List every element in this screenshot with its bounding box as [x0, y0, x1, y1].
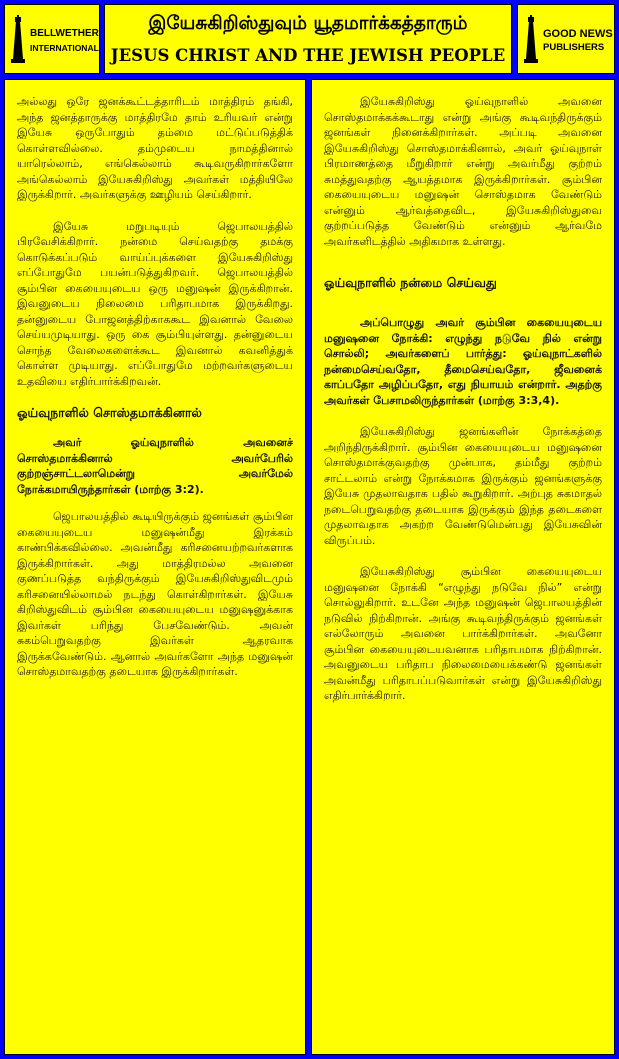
paragraph: இயேசுகிறிஸ்து ஓய்வுநாளில் அவனை சொஸ்தமாக்கக்கூடாது என்று அங்கு கூடிவந்திருக்கும் ஜனங்கள் நினைக்கிறார்கள். அப்படி அவனை இயேசுகிறிஸ்து சொஸ்தமாக்கினால், அவர் ஓய்வுநாள் பிரமாணத்தை மீறுகிறார் என்று அவர்மீது குற்றம் சுமத்துவதற்கு ஆயத்தமாக இருக்கிறார்கள். சூம்பின கையையுடைய மனுஷன் சொஸ்தமாக வேண்டும் என்னும் ஆர்வத்தைவிட, இயேசுகிறிஸ்துவை குற்றப்படுத்த வேண்டும் என்னும் ஆர்வமே அவர்களிடத்தில் அதிகமாக உள்ளது.	[324, 95, 602, 248]
scripture-quote: அவர் ஓய்வுநாளில் அவனைச் சொஸ்தமாக்கினால் அவர்பேரில் குற்றஞ்சாட்டலாமென்று அவர்மேல் நோக்கமாயிருந்தார்கள் (மாற்கு 3:2).	[17, 436, 293, 496]
section-heading: ஓய்வுநாளில் சொஸ்தமாக்கினால்	[17, 405, 202, 420]
paragraph: இயேசுகிறிஸ்து சூம்பின கையையுடைய மனுஷனை நோக்கி “எழுந்து நடுவே நில்” என்று சொல்லுகிறார். உடனே அந்த மனுஷன் ஜெபாலயத்தின் நடுவில் நிற்கிறான். அங்கு கூடிவந்திருக்கும் ஜனங்கள் எல்லோரும் அவனை பார்க்கிறார்கள். அவனோ சூம்பின கையையுடையவனாக பரிதாபமாக நிற்கிறான். அவனுடைய பரிதாப நிலைமையைக்கண்டு ஜனங்கள் அவன்மீது பரிதாபப்படுவார்கள் என்று இயேசுகிறிஸ்து எதிர்பார்க்கிறார்.	[324, 565, 602, 702]
paragraph: இயேசுகிறிஸ்து ஜனங்களின் நோக்கத்தை அறிந்திருக்கிறார். சூம்பின கையையுடைய மனுஷனை சொஸ்தமாக்குவதற்கு முன்பாக, தம்மீது குற்றம் சாட்டலாம் என்று நோக்கமாக இருக்கும் ஜனங்களுக்கு இயேசு முதலாவதாக பதில் கூறுகிறார். அற்புத சுகமாதல் நடைபெறுவதற்கு தடையாக இருக்கும் இந்த தடைகளை முதலாவதாக அகற்ற வேண்டுமென்பது இயேசுவின் விருப்பம்.	[324, 425, 602, 547]
logo-line-1: BELLWETHER	[30, 28, 99, 39]
paragraph: ஜெபாலயத்தில் கூடியிருக்கும் ஜனங்கள் சூம்பின கையையுடைய மனுஷன்மீது இரக்கம் காண்பிக்கவில்லை. அவன்மீது கரிசனையற்றவர்களாக இருக்கிறார்கள். அது மாத்திரமல்ல அவனை குணப்படுத்த வந்திருக்கும் இயேசுகிறிஸ்துவிடமும் கரிசனையில்லாமல் நடந்து கொள்கிறார்கள். இயேசு கிறிஸ்துவிடம் சூம்பின கையையுடைய மனுஷனுக்காக இவர்கள் பரிந்து பேசவேண்டும். அவன் சுகம்பெறுவதற்கு இவர்கள் ஆதரவாக இருக்கவேண்டும். ஆனால் அவர்களோ அந்த மனுஷன் சொஸ்தமாவதற்கு தடையாக இருக்கிறார்கள்.	[17, 510, 293, 678]
left-column	[4, 79, 306, 1055]
goodnews-logo-box	[517, 4, 615, 74]
page-title-tamil: இயேசுகிறிஸ்துவும் யூதமார்க்கத்தாரும்	[148, 13, 468, 34]
logo-line-1: GOOD NEWS	[543, 28, 613, 40]
right-column	[311, 79, 615, 1055]
lighthouse-icon	[9, 15, 27, 65]
logo-line-2: PUBLISHERS	[543, 42, 605, 53]
bellwether-logo-box	[4, 4, 100, 74]
logo-line-2: INTERNATIONAL	[30, 43, 99, 53]
paragraph: அல்லது ஒரே ஜனக்கூட்டத்தாரிடம் மாத்திரம் தங்கி, அந்த ஜனத்தாருக்கு மாத்திரமே தாம் உரியவர் என்று இயேசு ஒருபோதும் தம்மை மட்டுப்படுத்திக் கொள்ளவில்லை. தம்முடைய நாமத்தினால் யாரெல்லாம், எங்கெல்லாம் கூடிவருகிறார்களோ அங்கெல்லாம் இயேசுகிறிஸ்து அவர்கள் மத்தியிலே இருக்கிறார். அவர்களுக்கு ஊழியம் செய்கிறார்.	[17, 95, 293, 201]
scripture-quote: அப்பொழுது அவர் சூம்பின கையையுடைய மனுஷனை நோக்கி: எழுந்து நடுவே நில் என்று சொல்லி; அவர்களைப் பார்த்து: ஓய்வுநாட்களில் நன்மைசெய்வதோ, தீமைசெய்வதோ, ஜீவனைக் காப்பதோ அழிப்பதோ, எது நியாயம் என்றார். அதற்கு அவர்கள் பேசாமலிருந்தார்கள் (மாற்கு 3:3,4).	[324, 316, 602, 407]
paragraph: இயேசு மறுபடியும் ஜெபாலயத்தில் பிரவேசிக்கிறார். நன்மை செய்வதற்கு தமக்கு கொடுக்கப்படும் வாய்ப்புக்களை இயேசுகிறிஸ்து எப்போதுமே பயன்படுத்துகிறவர். ஜெபாலயத்தில் சூம்பின கையையுடைய ஒரு மனுஷன் இருக்கிறான். இவனுடைய நிலைமை பரிதாபமாக இருக்கிறது. தன்னுடைய போஜனத்திற்காககூட இவனால் வேலை செய்யமுடியாது. ஒரு கை சூம்பியுள்ளது. தன்னுடைய சொந்த வேலைகளைக்கூட இவனால் கவனித்துக் கொள்ள முடியாது. எப்போதுமே மற்றவர்களுடைய உதவியை எதிர்பார்க்கிறவன்.	[17, 219, 293, 388]
lighthouse-icon	[522, 15, 540, 65]
section-heading: ஓய்வுநாளில் நன்மை செய்வது	[324, 275, 497, 290]
page-title-english: JESUS CHRIST AND THE JEWISH PEOPLE	[110, 46, 506, 65]
title-banner	[104, 4, 512, 74]
